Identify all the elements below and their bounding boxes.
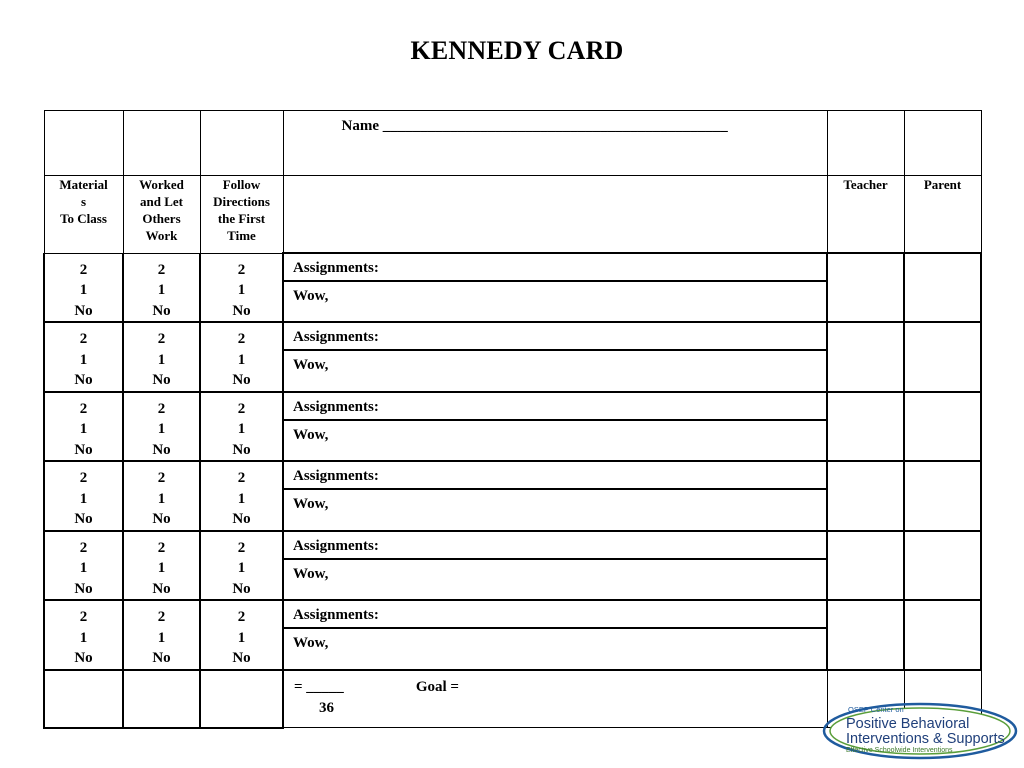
wow-field[interactable]: [283, 559, 827, 600]
assignments-field[interactable]: [283, 253, 827, 281]
score-option[interactable]: No: [74, 302, 93, 319]
wow-label: Wow,: [293, 565, 329, 582]
total-field[interactable]: [283, 670, 827, 728]
score-option[interactable]: 2: [237, 261, 246, 278]
total-score-cell[interactable]: [123, 670, 200, 728]
score-option[interactable]: No: [74, 580, 93, 597]
score-follow-directions[interactable]: [200, 461, 283, 531]
score-option[interactable]: 2: [79, 331, 88, 347]
logo-main-line2: Interventions & Supports: [846, 731, 1005, 747]
parent-signature-cell[interactable]: [904, 253, 981, 322]
score-option[interactable]: 1: [157, 629, 166, 646]
score-option[interactable]: No: [74, 650, 93, 666]
score-option[interactable]: 2: [79, 539, 88, 556]
total-sum: = _____: [294, 678, 344, 695]
score-option[interactable]: No: [152, 580, 171, 597]
wow-label: Wow,: [293, 288, 329, 304]
score-option[interactable]: 1: [79, 351, 88, 368]
header-row-labels: [44, 176, 981, 254]
name-field[interactable]: [283, 111, 827, 176]
wow-label: Wow,: [293, 357, 329, 374]
score-option[interactable]: 2: [79, 609, 88, 625]
score-option[interactable]: 1: [79, 282, 88, 298]
assignments-label: Assignments:: [293, 329, 379, 345]
assignments-field[interactable]: [283, 531, 827, 559]
day-row: [44, 253, 981, 281]
score-worked[interactable]: [123, 253, 200, 322]
score-option[interactable]: 2: [79, 470, 88, 486]
score-option[interactable]: No: [74, 372, 93, 388]
score-worked[interactable]: [123, 600, 200, 670]
score-option[interactable]: No: [232, 372, 251, 388]
column-header-worked: Worked and Let Others Work: [123, 176, 200, 254]
score-option[interactable]: No: [152, 650, 171, 666]
total-score-cell[interactable]: [44, 670, 123, 728]
score-option[interactable]: 2: [157, 470, 166, 486]
score-option[interactable]: 1: [157, 282, 166, 298]
parent-signature-cell[interactable]: [904, 392, 981, 462]
page-title: KENNEDY CARD: [410, 36, 624, 65]
day-row: [44, 392, 981, 420]
wow-field[interactable]: [283, 350, 827, 391]
column-header-materials: Material s To Class: [44, 176, 123, 254]
score-option[interactable]: No: [152, 511, 171, 527]
pbis-logo: [822, 700, 1018, 760]
day-row: [44, 461, 981, 489]
score-option[interactable]: 2: [157, 539, 166, 556]
assignments-label: Assignments:: [293, 537, 379, 554]
score-option[interactable]: 2: [79, 400, 88, 417]
logo-main-line1: Positive Behavioral: [846, 716, 970, 732]
score-option[interactable]: No: [152, 441, 171, 458]
score-option[interactable]: No: [74, 511, 93, 527]
column-header-follow-directions: Follow Directions the First Time: [200, 176, 283, 254]
score-option[interactable]: 1: [157, 490, 166, 507]
score-option[interactable]: 1: [237, 629, 246, 646]
score-option[interactable]: 1: [157, 351, 166, 368]
score-materials[interactable]: [44, 253, 123, 322]
score-option[interactable]: 2: [79, 261, 88, 278]
score-worked[interactable]: [123, 392, 200, 462]
column-header-parent: Parent: [904, 176, 981, 254]
score-materials[interactable]: [44, 392, 123, 462]
assignments-field[interactable]: [283, 392, 827, 420]
parent-signature-cell[interactable]: [904, 531, 981, 601]
score-materials[interactable]: [44, 461, 123, 531]
teacher-signature-cell[interactable]: [827, 322, 904, 392]
score-option[interactable]: No: [152, 302, 171, 319]
logo-sub-text: Effective Schoolwide Interventions: [846, 747, 953, 754]
score-option[interactable]: No: [74, 441, 93, 458]
wow-label: Wow,: [293, 426, 329, 443]
assignments-label: Assignments:: [293, 607, 379, 623]
score-follow-directions[interactable]: [200, 531, 283, 601]
parent-signature-cell[interactable]: [904, 322, 981, 392]
score-follow-directions[interactable]: [200, 253, 283, 322]
score-follow-directions[interactable]: [200, 600, 283, 670]
score-option[interactable]: No: [152, 372, 171, 388]
score-option[interactable]: 1: [79, 560, 88, 576]
score-option[interactable]: 2: [157, 609, 166, 625]
score-option[interactable]: 2: [157, 400, 166, 417]
score-option[interactable]: 1: [79, 490, 88, 507]
teacher-signature-cell[interactable]: [827, 600, 904, 670]
header-row-top: [44, 111, 981, 176]
teacher-signature-cell[interactable]: [827, 253, 904, 322]
wow-field[interactable]: [283, 489, 827, 530]
score-materials[interactable]: [44, 531, 123, 601]
score-follow-directions[interactable]: [200, 322, 283, 392]
score-option[interactable]: No: [232, 580, 251, 597]
total-score-cell[interactable]: [200, 670, 283, 728]
name-label: Name ______________________________________________: [341, 118, 728, 134]
score-option[interactable]: 2: [157, 331, 166, 347]
score-worked[interactable]: [123, 461, 200, 531]
teacher-signature-cell[interactable]: [827, 531, 904, 601]
goal-total: 36: [319, 699, 334, 716]
assignments-field[interactable]: [283, 322, 827, 350]
wow-field[interactable]: [283, 628, 827, 669]
parent-signature-cell[interactable]: [904, 461, 981, 531]
score-option[interactable]: 1: [237, 282, 246, 298]
wow-field[interactable]: [283, 281, 827, 322]
assignments-field[interactable]: [283, 461, 827, 489]
score-option[interactable]: 1: [79, 421, 88, 437]
score-option[interactable]: 1: [237, 421, 246, 437]
score-option[interactable]: 1: [79, 629, 88, 646]
score-option[interactable]: No: [232, 650, 251, 666]
score-option[interactable]: No: [232, 511, 251, 527]
score-option[interactable]: 2: [237, 609, 246, 625]
assignments-label: Assignments:: [293, 468, 379, 484]
teacher-signature-cell[interactable]: [827, 392, 904, 462]
parent-signature-cell[interactable]: [904, 600, 981, 670]
score-option[interactable]: No: [232, 441, 251, 458]
assignments-label: Assignments:: [293, 260, 379, 276]
assignments-field[interactable]: [283, 600, 827, 628]
score-worked[interactable]: [123, 322, 200, 392]
score-option[interactable]: 2: [237, 470, 246, 486]
day-row: [44, 600, 981, 628]
score-worked[interactable]: [123, 531, 200, 601]
score-option[interactable]: 2: [237, 539, 246, 556]
score-option[interactable]: 1: [237, 560, 246, 576]
teacher-signature-cell[interactable]: [827, 461, 904, 531]
day-row: [44, 322, 981, 350]
assignments-label: Assignments:: [293, 398, 379, 415]
kennedy-card-table: [43, 110, 982, 729]
score-option[interactable]: 1: [237, 490, 246, 507]
day-row: [44, 531, 981, 559]
score-option[interactable]: 1: [237, 351, 246, 368]
score-option[interactable]: 2: [237, 400, 246, 417]
wow-label: Wow,: [293, 496, 329, 513]
score-option[interactable]: 1: [157, 421, 166, 437]
wow-label: Wow,: [293, 635, 329, 652]
score-option[interactable]: No: [232, 302, 251, 319]
goal-label: Goal =: [415, 678, 459, 695]
column-header-teacher: Teacher: [827, 176, 904, 254]
score-option[interactable]: 2: [237, 331, 246, 347]
score-follow-directions[interactable]: [200, 392, 283, 462]
wow-field[interactable]: [283, 420, 827, 461]
score-option[interactable]: 2: [157, 261, 166, 278]
score-materials[interactable]: [44, 600, 123, 670]
score-materials[interactable]: [44, 322, 123, 392]
score-option[interactable]: 1: [157, 560, 166, 576]
logo-top-text: OSEP Center on: [848, 705, 904, 714]
